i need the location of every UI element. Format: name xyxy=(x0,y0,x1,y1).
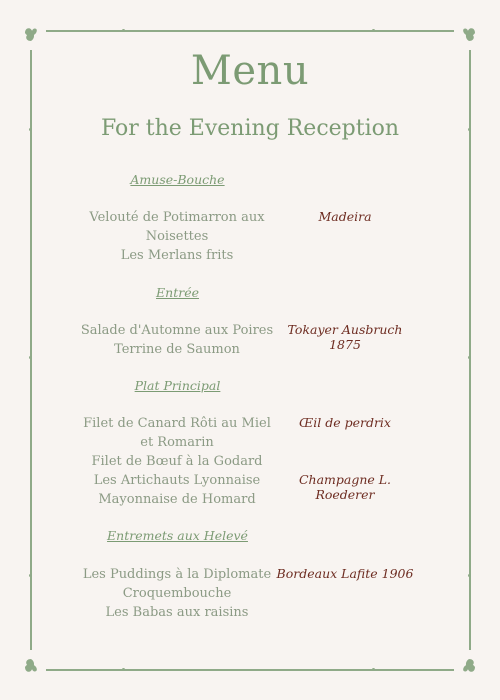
wine-pairing: Tokayer Ausbruch 1875 xyxy=(287,322,403,352)
frame-dot xyxy=(372,29,375,32)
course-heading-plat-principal: Plat Principal xyxy=(134,378,221,393)
menu-title: Menu xyxy=(190,48,310,94)
frame-dot xyxy=(372,668,375,671)
frame-dot xyxy=(122,668,125,671)
frame-dot xyxy=(29,574,32,577)
frame-border-bottom xyxy=(46,669,454,671)
wine-pairing: Bordeaux Lafite 1906 xyxy=(276,566,414,581)
frame-border-top xyxy=(46,30,454,32)
frame-dot xyxy=(29,356,32,359)
dish-item: Mayonnaise de Homard xyxy=(98,492,256,507)
dish-item: Les Puddings à la Diplomate xyxy=(82,567,272,582)
frame-dot xyxy=(468,356,471,359)
wine-pairing: Champagne L. Roederer xyxy=(298,472,392,502)
course-heading-entremets: Entremets aux Helevé xyxy=(107,528,248,543)
dish-item: Terrine de Saumon xyxy=(114,342,240,357)
dish-item: Les Artichauts Lyonnaise xyxy=(93,473,261,488)
course-heading-entree: Entrée xyxy=(156,285,199,300)
dish-item: Filet de Canard Rôti au Miel et Romarin xyxy=(83,416,271,450)
dish-item: Filet de Bœuf à la Godard xyxy=(91,454,263,469)
menu-subtitle: For the Evening Reception xyxy=(100,116,400,141)
dish-item: Les Merlans frits xyxy=(120,248,234,263)
frame-dot xyxy=(468,574,471,577)
corner-ornament-icon xyxy=(452,24,478,50)
dish-item: Velouté de Potimarron aux Noisettes xyxy=(89,210,265,244)
wine-pairing: Œil de perdrix xyxy=(299,415,391,430)
course-heading-amuse-bouche: Amuse-Bouche xyxy=(130,172,225,187)
corner-ornament-icon xyxy=(452,650,478,676)
corner-ornament-icon xyxy=(22,650,48,676)
wine-pairing: Madeira xyxy=(318,209,372,224)
frame-dot xyxy=(122,29,125,32)
dish-item: Croquembouche xyxy=(122,586,232,601)
dish-item: Les Babas aux raisins xyxy=(105,605,249,620)
corner-ornament-icon xyxy=(22,24,48,50)
dish-item: Salade d'Automne aux Poires xyxy=(80,323,274,338)
